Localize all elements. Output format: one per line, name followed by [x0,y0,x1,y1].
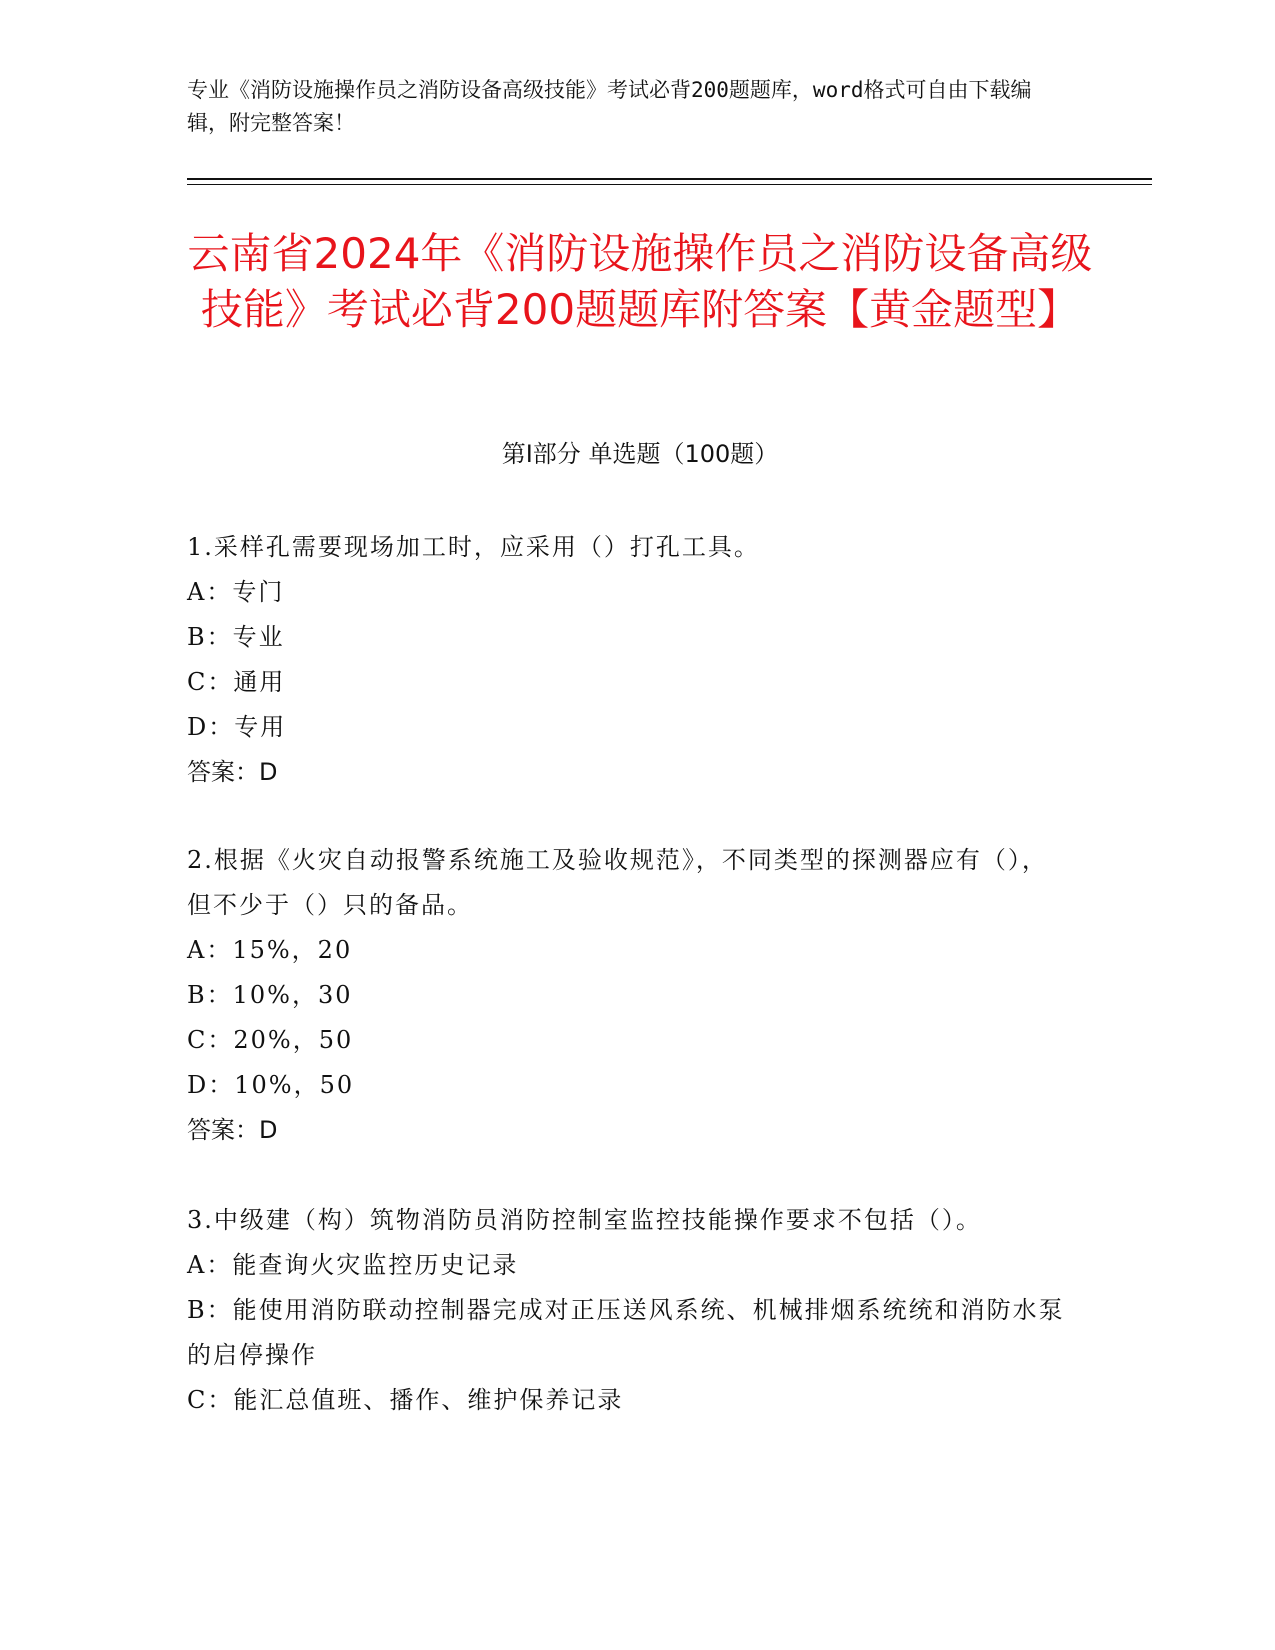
header-divider-thick [187,178,1152,180]
option-a: A：15%，20 [187,936,353,964]
question-stem: 3.中级建（构）筑物消防员消防控制室监控技能操作要求不包括（）。 [187,1206,982,1234]
option-c: C：通用 [187,668,286,696]
option-a: A：专门 [187,578,285,606]
header-note: 专业《消防设施操作员之消防设备高级技能》考试必背200题题库，word格式可自由下载编辑，附完整答案！ [187,78,1032,135]
question-stem: 1.采样孔需要现场加工时，应采用（）打孔工具。 [187,533,760,561]
question-2 [187,838,1067,1153]
question-1 [187,525,1067,795]
option-a: A：能查询火灾监控历史记录 [187,1251,519,1279]
option-d: D：专用 [187,713,287,741]
option-d: D：10%，50 [187,1071,355,1099]
answer: 答案：D [187,1116,278,1144]
option-c: C：能汇总值班、播作、维护保养记录 [187,1386,624,1414]
section-title: 第I部分 单选题（100题） [501,440,779,468]
answer: 答案：D [187,758,278,786]
header-divider-thin [187,184,1152,185]
option-b: B：能使用消防联动控制器完成对正压送风系统、机械排烟系统统和消防水泵的启停操作 [187,1296,1065,1369]
option-c: C：20%，50 [187,1026,354,1054]
question-3 [187,1198,1067,1423]
option-b: B：10%，30 [187,981,353,1009]
option-b: B：专业 [187,623,285,651]
document-title: 云南省2024年《消防设施操作员之消防设备高级技能》考试必背200题题库附答案【黄金题型】 [187,229,1093,334]
question-stem: 2.根据《火灾自动报警系统施工及验收规范》，不同类型的探测器应有（），但不少于（）只的备品。 [187,846,1048,919]
